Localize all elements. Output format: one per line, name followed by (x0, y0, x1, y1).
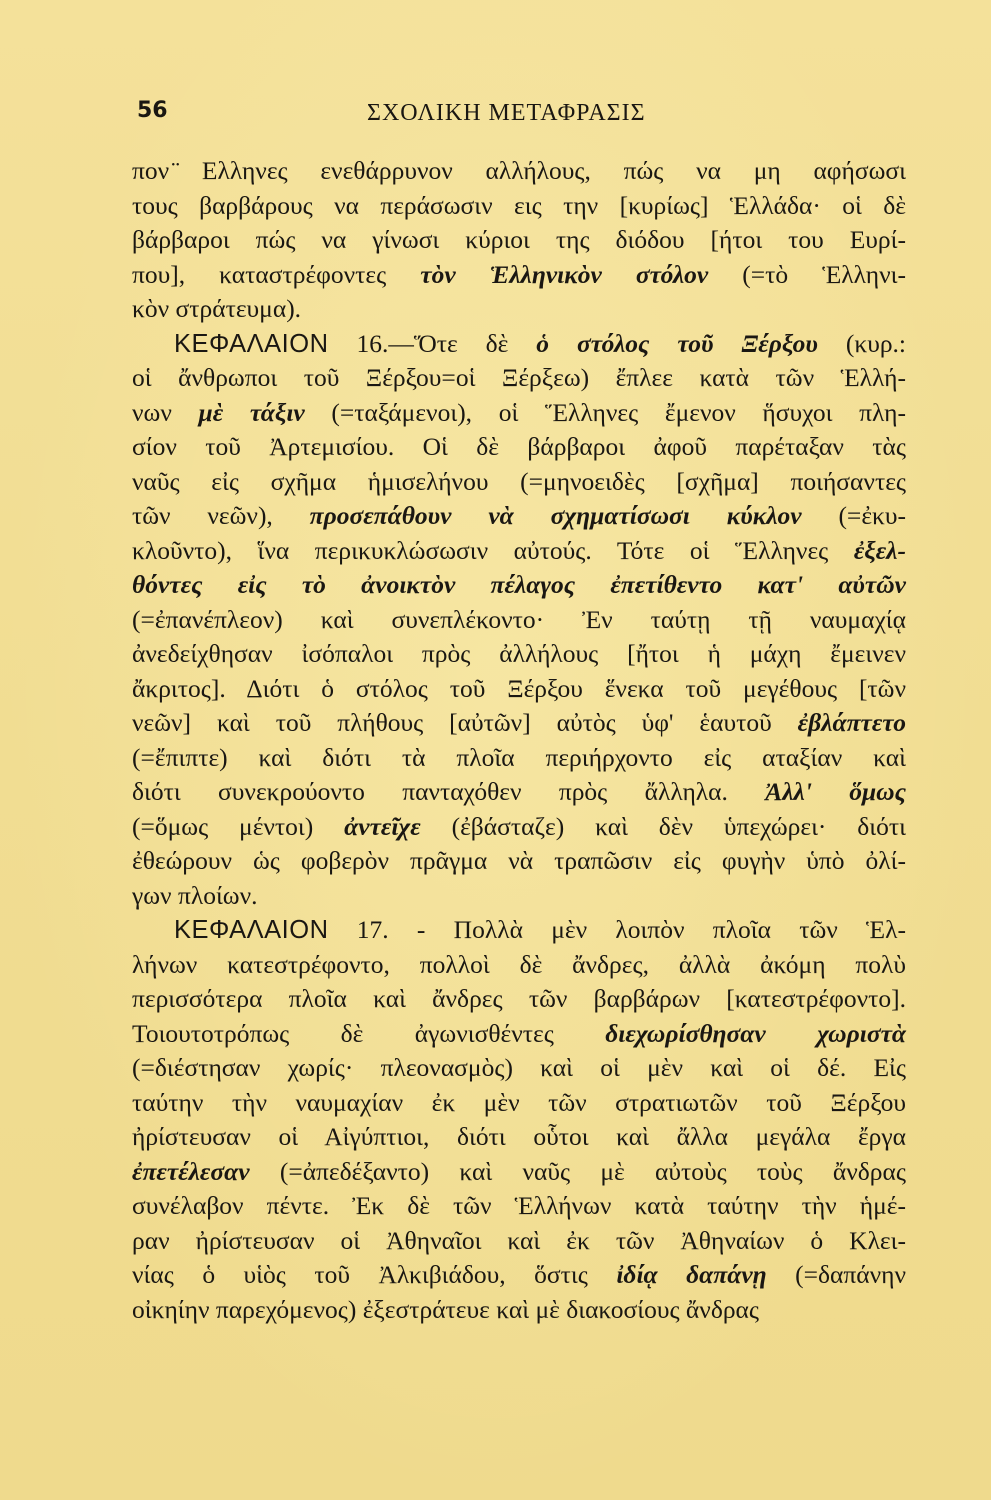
text-run: συνέλαβον πέντε. Ἐκ δὲ τῶν Ἑλλήνων κατὰ ταύτην τὴν ἡμέ- (132, 1191, 906, 1220)
text-run: ραν ἠρίστευσαν οἱ Ἀθηναῖοι καὶ ἐκ τῶν Ἀθηναίων ὁ Κλει- (132, 1225, 906, 1255)
emphasized-phrase: τὸν Ἑλληνικὸν στόλον (420, 259, 709, 289)
text-line (132, 1155, 906, 1190)
text-line (132, 465, 906, 500)
text-run: (=ἔπιπτε) καὶ διότι τὰ πλοῖα περιήρχοντο εἰς αταξίαν καὶ (132, 742, 906, 772)
text-line (132, 706, 906, 741)
text-line (132, 637, 906, 672)
text-line (132, 430, 906, 465)
text-line (132, 292, 906, 327)
text-line (132, 1120, 906, 1155)
text-run: (=ἀπεδέξαντο) καὶ ναῦς μὲ αὐτοὺς τοὺς ἄνδρας (249, 1156, 906, 1186)
text-run: ταύτην τὴν ναυμαχίαν ἐκ μὲν τῶν στρατιωτῶν τοῦ Ξέρξου (132, 1087, 906, 1117)
text-run: ἠρίστευσαν οἱ Αἰγύπτιοι, διότι οὗτοι καὶ ἄλλα μεγάλα ἔργα (132, 1122, 906, 1151)
text-run: διότι συνεκρούοντο πανταχόθεν πρὸς ἄλληλα. (132, 777, 766, 806)
text-line (132, 223, 906, 258)
chapter-heading: ΚΕΦΑΛΑΙΟΝ (174, 329, 329, 358)
text-line (132, 844, 906, 879)
text-run: (=ἐκυ- (801, 501, 906, 530)
chapter-heading: ΚΕΦΑΛΑΙΟΝ (174, 916, 329, 944)
text-run: γων πλοίων. (132, 880, 258, 910)
text-line (132, 189, 906, 224)
text-line (132, 534, 906, 569)
text-run: (=ὅμως μέντοι) (132, 811, 345, 841)
text-run: ἀνεδείχθησαν ἰσόπαλοι πρὸς ἀλλήλους [ἤτοι ἡ μάχη ἔμεινεν (132, 639, 906, 668)
text-run: νεῶν] καὶ τοῦ πλήθους [αὐτῶν] αὐτὸς ὑφ' ἑαυτοῦ (132, 708, 798, 737)
text-run: κὸν στράτευμα). (132, 294, 302, 323)
text-line (132, 1224, 906, 1259)
text-line (132, 672, 906, 707)
text-line (132, 948, 906, 983)
text-line (132, 913, 906, 948)
text-run: ἐθεώρουν ὡς φοβερὸν πρᾶγμα νὰ τραπῶσιν εἰς φυγὴν ὑπὸ ὀλί- (132, 846, 906, 875)
text-run: λήνων κατεστρέφοντο, πολλοὶ δὲ ἄνδρες, ἀλλὰ ἀκόμη πολὺ (132, 949, 906, 979)
emphasized-phrase: διεχωρίσθησαν χωριστὰ (605, 1018, 907, 1048)
emphasized-phrase: προσεπάθουν νὰ σχηματίσωσι κύκλον (309, 501, 802, 530)
running-title: ΣΧΟΛΙΚΗ ΜΕΤΑΦΡΑΣΙΣ (367, 100, 646, 126)
emphasized-phrase: μὲ τάξιν (198, 397, 305, 427)
paragraph (132, 154, 906, 327)
text-line (132, 568, 906, 603)
text-run: (=ἐπανέπλεον) καὶ συνεπλέκοντο· Ἐν ταύτῃ τῇ ναυμαχίᾳ (132, 604, 906, 634)
text-line (132, 361, 906, 396)
text-run: τῶν νεῶν), (132, 501, 310, 530)
text-line (132, 1258, 906, 1293)
text-run: (=διέστησαν χωρίς· πλεονασμὸς) καὶ οἱ μὲν καὶ οἱ δέ. Εἰς (132, 1053, 906, 1082)
emphasized-phrase: ἐξελ- (853, 535, 906, 565)
text-run: τους βαρβάρους να περάσωσιν εις την [κυρίως] Ἑλλάδα· οἱ δὲ (132, 190, 906, 220)
text-run: οἰκηίην παρεχόμενος) ἐξεστράτευε καὶ μὲ διακοσίους ἄνδρας (132, 1294, 760, 1324)
text-run: (=δαπάνην (766, 1260, 906, 1289)
text-line (132, 1086, 906, 1121)
emphasized-phrase: ἐβλάπτετο (797, 708, 906, 737)
text-run: Τοιουτοτρόπως δὲ ἀγωνισθέντες (132, 1018, 606, 1048)
text-line (132, 775, 906, 810)
text-run: κλοῦντο), ἵνα περικυκλώσωσιν αὐτούς. Τότε οἱ Ἕλληνες (132, 535, 854, 565)
text-run: που], καταστρέφοντες (132, 259, 421, 289)
text-line (132, 741, 906, 776)
text-run: οἱ ἄνθρωποι τοῦ Ξέρξου=οἱ Ξέρξεω) ἔπλεε κατὰ τῶν Ἑλλή- (132, 363, 906, 392)
text-line (132, 499, 906, 534)
text-line (132, 982, 906, 1017)
text-line (132, 1293, 906, 1328)
text-line (132, 1051, 906, 1086)
emphasized-phrase: Ἀλλ' ὅμως (765, 777, 906, 806)
text-run: σίον τοῦ Ἀρτεμισίου. Οἱ δὲ βάρβαροι ἀφοῦ παρέταξαν τὰς (132, 432, 906, 461)
text-line (132, 1189, 906, 1224)
text-run: 17. - Πολλὰ μὲν λοιπὸν πλοῖα τῶν Ἑλ- (328, 915, 906, 944)
text-run: βάρβαροι πώς να γίνωσι κύριοι της διόδου [ήτοι του Ευρί- (132, 225, 906, 254)
text-run: (ἐβάσταζε) καὶ δὲν ὑπεχώρει· διότι (420, 811, 907, 841)
emphasized-phrase: θόντες εἰς τὸ ἀνοικτὸν πέλαγος ἐπετίθεντο κατ' αὐτῶν (132, 570, 906, 599)
text-line (132, 879, 906, 914)
text-run: 16.—Ὅτε δὲ (328, 328, 537, 358)
paragraph (132, 327, 906, 914)
text-line (132, 603, 906, 638)
text-run: πον ̈Ελληνες ενεθάρρυνον αλλήλους, πώς να μη αφήσωσι (132, 156, 906, 185)
emphasized-phrase: ἐπετέλεσαν (132, 1156, 250, 1186)
text-line (132, 396, 906, 431)
emphasized-phrase: ἀντεῖχε (344, 811, 421, 841)
text-line (132, 327, 906, 362)
body-text (132, 154, 906, 1327)
text-run: (=ταξάμενοι), οἱ Ἕλληνες ἔμενον ἥσυχοι πλη- (304, 397, 907, 427)
paragraph (132, 913, 906, 1327)
text-line (132, 258, 906, 293)
text-run: (κυρ.: (817, 328, 907, 358)
text-line (132, 1017, 906, 1052)
text-run: (=τὸ Ἑλληνι- (708, 259, 906, 289)
text-run: ἄκριτος]. Διότι ὁ στόλος τοῦ Ξέρξου ἕνεκα τοῦ μεγέθους [τῶν (132, 673, 906, 703)
text-run: ναῦς εἰς σχῆμα ἡμισελήνου (=μηνοειδὲς [σχῆμα] ποιήσαντες (132, 466, 906, 496)
text-run: περισσότερα πλοῖα καὶ ἄνδρες τῶν βαρβάρων [κατεστρέφοντο]. (132, 984, 906, 1013)
text-line (132, 810, 906, 845)
page-header (137, 98, 877, 138)
text-line (132, 154, 906, 189)
emphasized-phrase: ἰδίᾳ δαπάνῃ (616, 1260, 767, 1289)
emphasized-phrase: ὁ στόλος τοῦ Ξέρξου (536, 328, 818, 358)
text-run: νίας ὁ υἱὸς τοῦ Ἀλκιβιάδου, ὅστις (132, 1260, 617, 1289)
text-run: νων (132, 397, 199, 427)
page-number: 56 (137, 98, 168, 123)
